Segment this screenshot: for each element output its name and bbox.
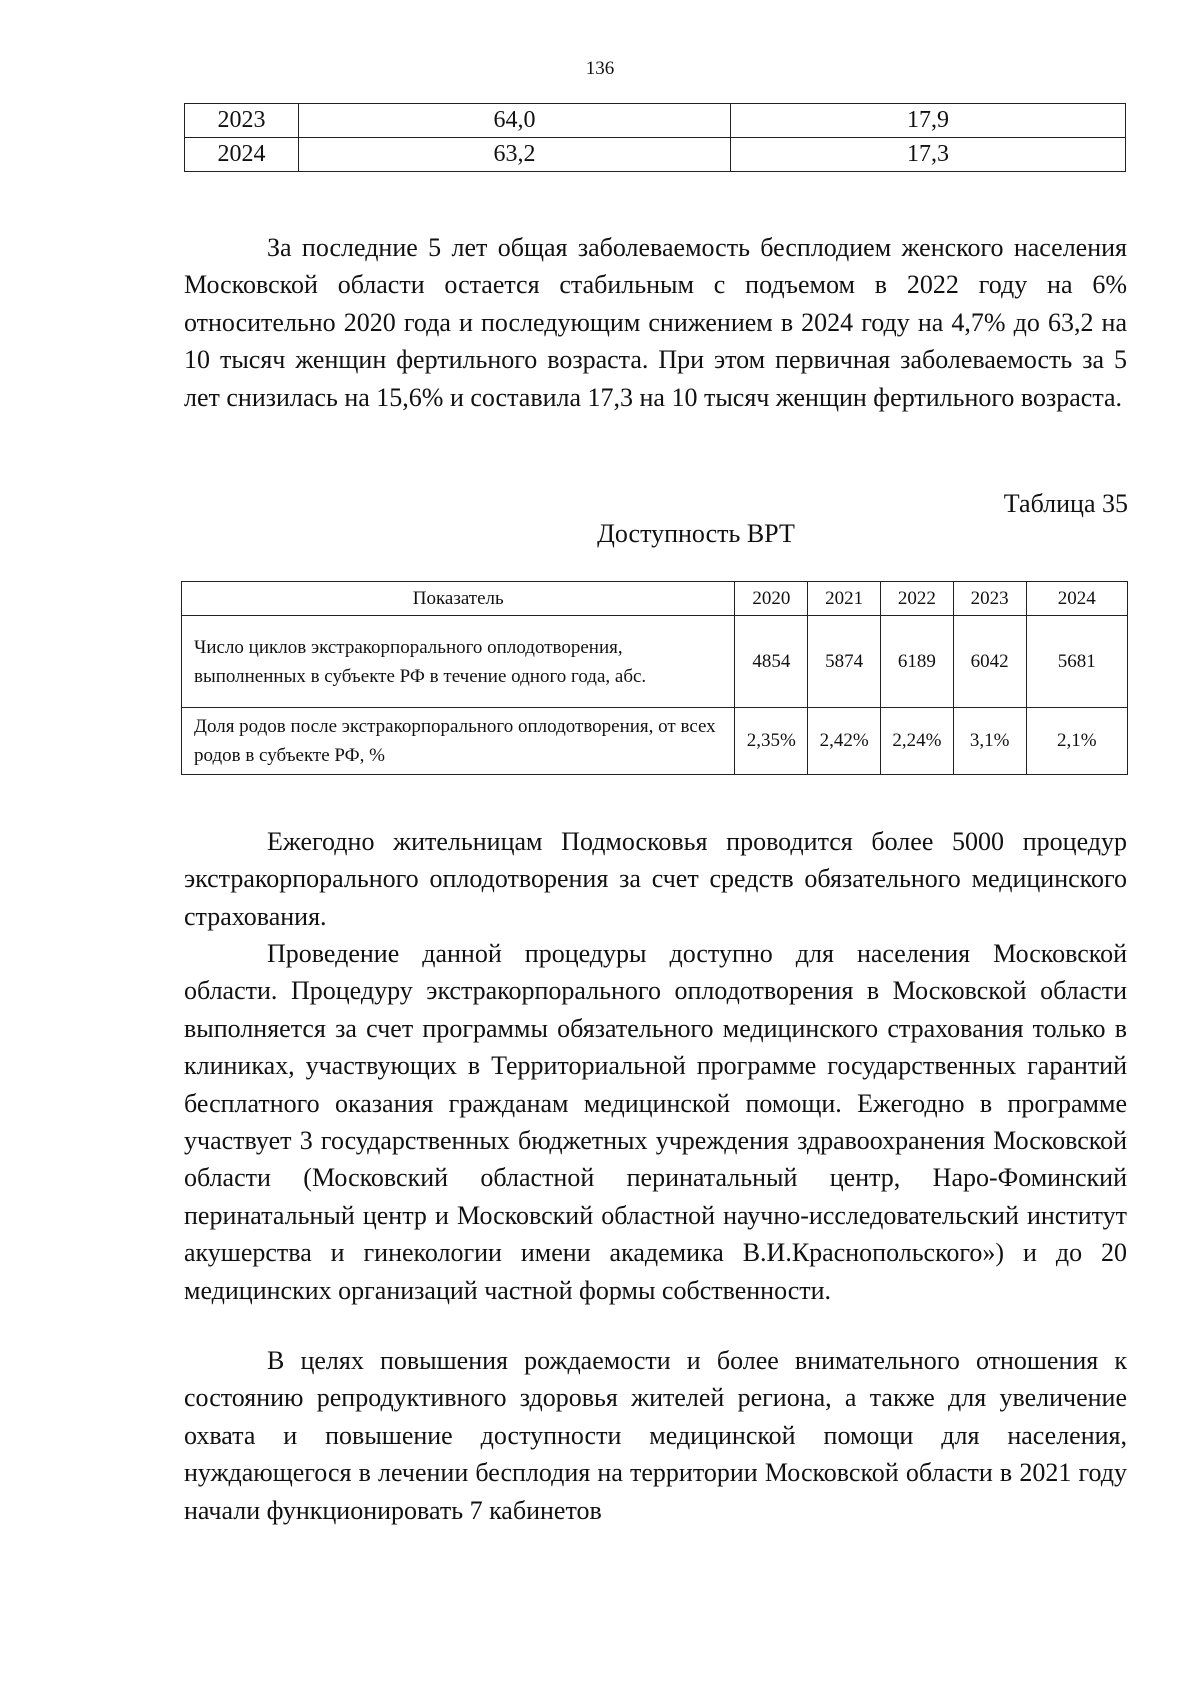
table-label: Таблица 35 [1003,489,1128,518]
indicator-cell: Доля родов после экстракорпорального оплодотворения, от всех родов в субъекте РФ, % [182,708,735,775]
page-number: 136 [585,58,615,79]
incidence-table-continuation [184,103,1126,172]
column-header-year: 2023 [953,582,1026,616]
table-header-row [182,582,1128,616]
table-row [182,616,1128,708]
value-cell: 6189 [880,616,953,708]
value-cell: 3,1% [953,708,1026,775]
total-incidence-cell: 64,0 [299,104,731,138]
year-cell: 2023 [185,104,299,138]
paragraph-ivf-procedures: Ежегодно жительницам Подмосковья проводится более 5000 процедур экстракорпорального оплодотворения за счет средств обязательного медицинского страхования. [184,827,1127,931]
value-cell: 5874 [808,616,881,708]
column-header-year: 2020 [735,582,808,616]
column-header-year: 2024 [1026,582,1127,616]
column-header-indicator: Показатель [182,582,735,616]
value-cell: 5681 [1026,616,1127,708]
value-cell: 2,42% [808,708,881,775]
art-availability-table [181,581,1128,775]
value-cell: 2,1% [1026,708,1127,775]
column-header-year: 2021 [808,582,881,616]
total-incidence-cell: 63,2 [299,138,731,172]
primary-incidence-cell: 17,9 [731,104,1126,138]
value-cell: 2,24% [880,708,953,775]
table-row [185,138,1126,172]
paragraph-reproductive-health: В целях повышения рождаемости и более внимательного отношения к состоянию репродуктивного здоровья жителей региона, а также для увеличение охвата и повышение доступности медицинской помощи для населения, нуждающегося в лечении бесплодия на территории Московской области в 2021 году начали функционировать 7 кабинетов [184,1346,1127,1525]
column-header-year: 2022 [880,582,953,616]
table-row [185,104,1126,138]
paragraph-infertility-incidence: За последние 5 лет общая заболеваемость бесплодием женского населения Московской области остается стабильным с подъемом в 2022 году на 6% относительно 2020 года и последующим снижением в 2024 году на 4,7% до 63,2 на 10 тысяч женщин фертильного возраста. При этом первичная заболеваемость за 5 лет снизилась на 15,6% и составила 17,3 на 10 тысяч женщин фертильного возраста. [184,233,1127,412]
year-cell: 2024 [185,138,299,172]
paragraph-ivf-availability: Проведение данной процедуры доступно для населения Московской области. Процедуру экстракорпорального оплодотворения в Московской области выполняется за счет программы обязательного медицинского страхования только в клиниках, участвующих в Территориальной программе государственных гарантий бесплатного оказания гражданам медицинской помощи. Ежегодно в программе участвует 3 государственных бюджетных учреждения здравоохранения Московской области (Московский областной перинатальный центр, Наро-Фоминский перинатальный центр и Московский областной научно-исследовательский институт акушерства и гинекологии имени академика В.И.Краснопольского») и до 20 медицинских организаций частной формы собственности. [184,939,1127,1305]
value-cell: 6042 [953,616,1026,708]
value-cell: 2,35% [735,708,808,775]
value-cell: 4854 [735,616,808,708]
table-row [182,708,1128,775]
table-title: Доступность ВРТ [597,519,795,548]
indicator-cell: Число циклов экстракорпорального оплодотворения, выполненных в субъекте РФ в течение одного года, абс. [182,616,735,708]
primary-incidence-cell: 17,3 [731,138,1126,172]
